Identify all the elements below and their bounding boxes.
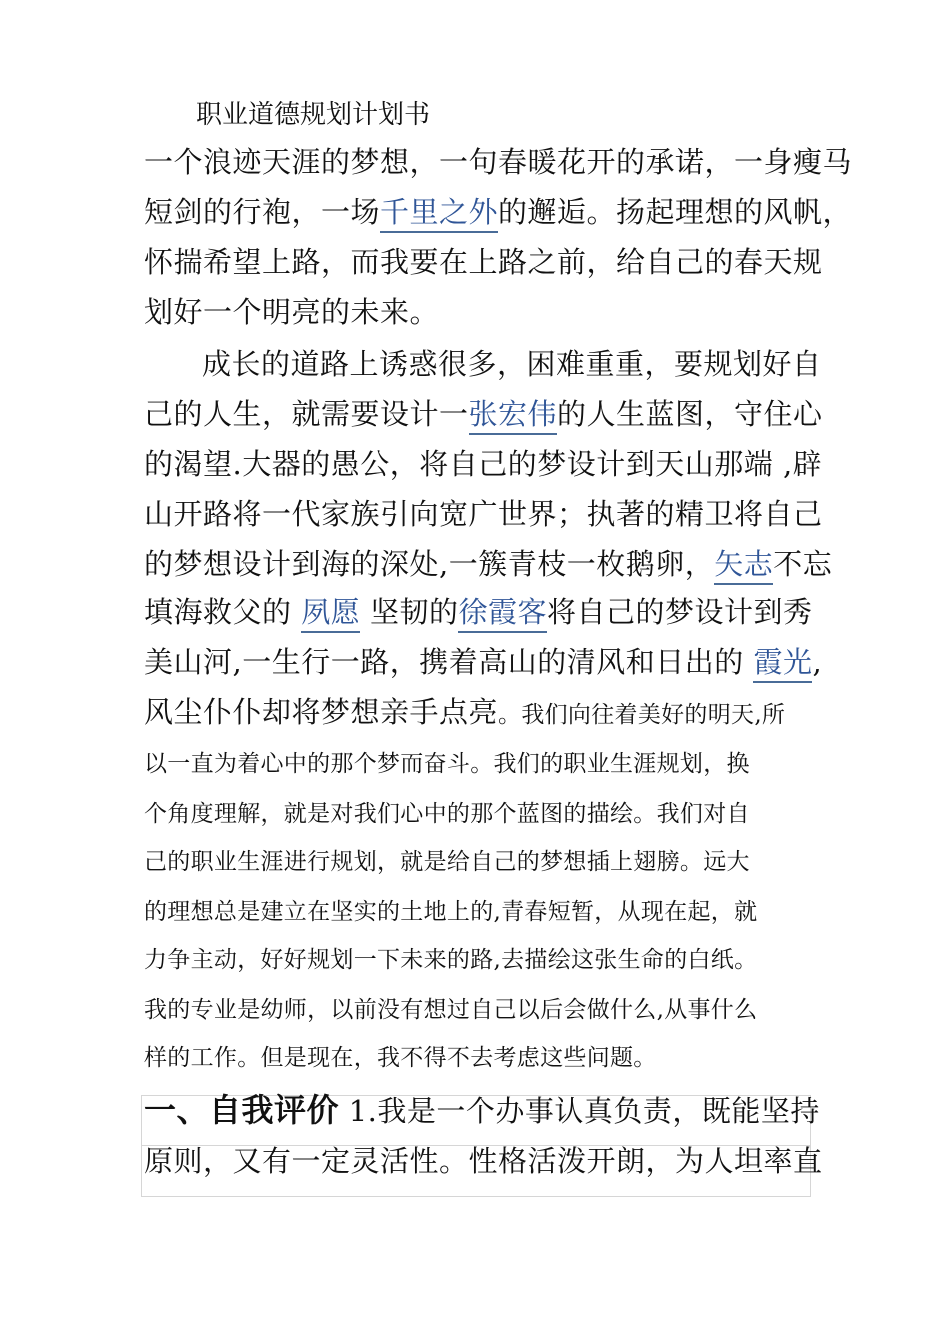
section-heading: 一、自我评价 (144, 1091, 340, 1129)
p3-line-5: 力争主动，好好规划一下未来的路,去描绘这张生命的白纸。 (144, 947, 758, 973)
p2-line-7 (144, 639, 823, 685)
text-span: 风尘仆仆却将梦想亲手点亮 (144, 695, 499, 729)
text-span: 短剑的行袍，一场 (144, 195, 381, 229)
text-span: 。我们向往着美好的明天,所 (498, 702, 786, 728)
p2-line-8 (144, 689, 814, 738)
p3-line-6: 我的专业是幼师，以前没有想过自己以后会做什么,从事什么 (144, 997, 758, 1023)
text-span: 的梦想设计到海的深处,一簇青枝一枚鹅卵， (144, 547, 715, 581)
text-span: 将自己的梦设计到秀 (546, 595, 813, 629)
hyperlink-qianli[interactable]: 千里之外 (380, 195, 498, 233)
section1-line-1 (144, 1087, 820, 1134)
p3-line-2: 个角度理解，就是对我们心中的那个蓝图的描绘。我们对自 (144, 801, 750, 827)
hyperlink-xuxiake[interactable]: 徐霞客 (458, 595, 547, 633)
p3-line-7: 样的工作。但是现在，我不得不去考虑这些问题。 (144, 1045, 657, 1071)
document-title: 职业道德规划计划书 (196, 100, 431, 130)
p1-line-3: 怀揣希望上路，而我要在上路之前，给自己的春天规 (144, 245, 823, 279)
p3-line-3: 己的职业生涯进行规划，就是给自己的梦想插上翅膀。远大 (144, 849, 750, 875)
p2-line-2 (144, 391, 823, 437)
text-span: , (812, 645, 823, 679)
text-span: 美山河,一生行一路，携着高山的清风和日出的 (144, 645, 754, 679)
text-span: 填海救父的 (144, 595, 302, 629)
p2-line-5 (144, 541, 833, 587)
text-span: 己的人生，就需要设计一 (144, 397, 469, 431)
p1-line-1: 一个浪迹天涯的梦想，一句春暖花开的承诺，一身瘦马 (144, 145, 853, 179)
p3-line-4: 的理想总是建立在坚实的土地上的,青春短暂，从现在起，就 (144, 899, 758, 925)
text-span: 坚韧的 (360, 595, 459, 629)
p2-line-4: 山开路将一代家族引向宽广世界；执著的精卫将自己 (144, 497, 823, 531)
hyperlink-suyuan[interactable]: 夙愿 (301, 595, 360, 633)
hyperlink-zhanghongwei[interactable]: 张宏伟 (469, 397, 558, 435)
p2-line-6 (144, 589, 814, 635)
text-span: 的人生蓝图，守住心 (557, 397, 823, 431)
p1-line-4: 划好一个明亮的未来。 (144, 295, 440, 329)
text-span: 1.我是一个办事认真负责，既能坚持 (339, 1094, 820, 1128)
section1-line-2: 原则，又有一定灵活性。性格活泼开朗，为人坦率直 (144, 1144, 823, 1178)
hyperlink-shizhi[interactable]: 矢志 (714, 547, 773, 585)
p3-line-1: 以一直为着心中的那个梦而奋斗。我们的职业生涯规划，换 (144, 751, 750, 777)
hyperlink-xiaguang[interactable]: 霞光 (753, 645, 812, 683)
p2-line-3: 的渴望.大器的愚公，将自己的梦设计到天山那端 ,辟 (144, 447, 823, 481)
p2-line-1: 成长的道路上诱惑很多，困难重重，要规划好自 (202, 347, 822, 381)
text-span: 的邂逅。扬起理想的风帆， (498, 195, 853, 229)
text-span: 不忘 (773, 547, 833, 581)
p1-line-2 (144, 189, 853, 235)
